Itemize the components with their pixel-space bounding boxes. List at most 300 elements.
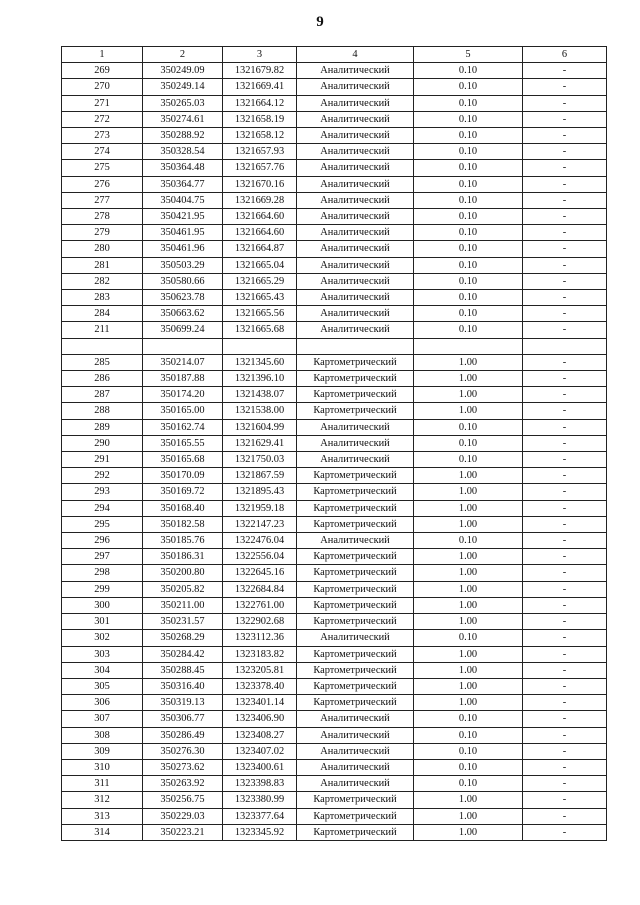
table-cell: Аналитический [297,209,414,225]
table-cell: - [523,144,607,160]
table-row [62,192,607,208]
table-cell: Аналитический [297,111,414,127]
table-cell: 301 [62,614,143,630]
table-cell: 1.00 [414,468,523,484]
table-cell: 295 [62,516,143,532]
table-cell: 1321959.18 [223,500,297,516]
table-cell: - [523,403,607,419]
table-cell: 0.10 [414,160,523,176]
table-cell: - [523,614,607,630]
table-row [62,241,607,257]
table-cell: Аналитический [297,743,414,759]
table-cell: Аналитический [297,727,414,743]
table-cell: Картометрический [297,500,414,516]
table-cell: 275 [62,160,143,176]
table-cell: 350699.24 [143,322,223,338]
table-cell: Аналитический [297,192,414,208]
table-cell: Картометрический [297,387,414,403]
table-cell: Картометрический [297,549,414,565]
table-cell: Картометрический [297,808,414,824]
table-cell: Аналитический [297,452,414,468]
table-cell: - [523,95,607,111]
table-cell: - [523,241,607,257]
table-cell: 306 [62,695,143,711]
table-cell: 0.10 [414,759,523,775]
table-cell: 290 [62,435,143,451]
table-row [62,695,607,711]
table-cell: 0.10 [414,257,523,273]
table-cell: 0.10 [414,95,523,111]
table-cell: 1.00 [414,387,523,403]
table-cell: Аналитический [297,225,414,241]
table-cell: - [523,808,607,824]
table-cell: 350231.57 [143,614,223,630]
table-cell: 1.00 [414,678,523,694]
table-cell [297,338,414,354]
table-cell: 307 [62,711,143,727]
table-cell: 350461.95 [143,225,223,241]
table-row [62,533,607,549]
column-header: 2 [143,47,223,63]
table-cell: Аналитический [297,435,414,451]
table-cell: 1.00 [414,354,523,370]
table-cell: Аналитический [297,257,414,273]
table-cell: 1323398.83 [223,776,297,792]
table-cell [62,338,143,354]
table-cell: - [523,371,607,387]
table-cell: 313 [62,808,143,824]
table-cell: 304 [62,662,143,678]
table-cell: 350187.88 [143,371,223,387]
table-cell: Картометрический [297,581,414,597]
table-cell: 0.10 [414,630,523,646]
table-cell: - [523,160,607,176]
table-cell: - [523,306,607,322]
table-cell: - [523,176,607,192]
table-row [62,759,607,775]
table-cell: 350421.95 [143,209,223,225]
table-cell: 281 [62,257,143,273]
table-cell: Аналитический [297,63,414,79]
table-cell: 350223.21 [143,824,223,840]
table-cell: 1.00 [414,581,523,597]
table-cell: 1323183.82 [223,646,297,662]
table-cell: 296 [62,533,143,549]
table-cell: 350170.09 [143,468,223,484]
table-cell: Аналитический [297,322,414,338]
table-row [62,614,607,630]
table-cell: 280 [62,241,143,257]
table-cell: - [523,549,607,565]
table-cell: 293 [62,484,143,500]
table-cell: - [523,419,607,435]
table-row [62,549,607,565]
table-cell: Картометрический [297,468,414,484]
table-cell: 1321345.60 [223,354,297,370]
table-cell: 0.10 [414,241,523,257]
table-row [62,273,607,289]
table-cell: 0.10 [414,776,523,792]
table-cell: 1321657.93 [223,144,297,160]
table-cell: 0.10 [414,727,523,743]
table-cell: Картометрический [297,824,414,840]
table-row [62,808,607,824]
table-cell: - [523,597,607,613]
table-cell: 1323380.99 [223,792,297,808]
table-cell: 1322556.04 [223,549,297,565]
table-cell: 350185.76 [143,533,223,549]
table-cell: - [523,273,607,289]
table-cell: 294 [62,500,143,516]
table-cell: Картометрический [297,646,414,662]
table-cell: 1.00 [414,614,523,630]
table-cell: 350229.03 [143,808,223,824]
table-cell: Картометрический [297,516,414,532]
table-body [62,63,607,841]
column-header: 1 [62,47,143,63]
table-cell: 350319.13 [143,695,223,711]
table-cell: Картометрический [297,678,414,694]
table-cell: - [523,743,607,759]
table-cell: 350580.66 [143,273,223,289]
table-row [62,597,607,613]
table-cell: 270 [62,79,143,95]
table-cell: - [523,468,607,484]
table-cell: 1321664.60 [223,209,297,225]
table-cell: Картометрический [297,484,414,500]
table-cell: 350165.68 [143,452,223,468]
table-cell: 286 [62,371,143,387]
table-cell: Аналитический [297,176,414,192]
table-cell: 300 [62,597,143,613]
table-cell [414,338,523,354]
column-header: 6 [523,47,607,63]
table-cell: 0.10 [414,322,523,338]
table-cell: 1322684.84 [223,581,297,597]
table-cell: 1321665.68 [223,322,297,338]
table-row [62,452,607,468]
table-cell: 0.10 [414,533,523,549]
table-row [62,630,607,646]
table-row [62,484,607,500]
table-cell: - [523,516,607,532]
table-cell: 310 [62,759,143,775]
table-cell: - [523,662,607,678]
table-cell: 350364.48 [143,160,223,176]
table-cell: 1.00 [414,662,523,678]
table-cell: - [523,500,607,516]
table-row [62,144,607,160]
table-cell: 285 [62,354,143,370]
table-cell [143,338,223,354]
table-cell: 1322645.16 [223,565,297,581]
table-cell: - [523,435,607,451]
table-cell: 1.00 [414,597,523,613]
table-cell: 350364.77 [143,176,223,192]
table-cell: 350249.09 [143,63,223,79]
table-cell: 1321658.12 [223,128,297,144]
table-cell: Аналитический [297,419,414,435]
table-row [62,403,607,419]
table-cell: 1.00 [414,808,523,824]
table-cell: 283 [62,290,143,306]
table-cell: Аналитический [297,273,414,289]
table-cell: 298 [62,565,143,581]
table-cell: 350249.14 [143,79,223,95]
table-cell: 350186.31 [143,549,223,565]
table-cell: - [523,824,607,840]
table-cell: 309 [62,743,143,759]
table-cell: Аналитический [297,241,414,257]
table-cell: 350288.45 [143,662,223,678]
table-cell: 0.10 [414,111,523,127]
table-cell: 1.00 [414,403,523,419]
table-cell: 308 [62,727,143,743]
table-cell: 350286.49 [143,727,223,743]
table-cell: 211 [62,322,143,338]
table-row [62,225,607,241]
table-cell: 303 [62,646,143,662]
table-cell: 1321665.56 [223,306,297,322]
table-cell: 1321664.12 [223,95,297,111]
table-cell: 1321657.76 [223,160,297,176]
table-cell: 350205.82 [143,581,223,597]
table-cell: Аналитический [297,533,414,549]
table-cell: - [523,257,607,273]
table-cell: 350306.77 [143,711,223,727]
table-cell: 1.00 [414,500,523,516]
table-cell: 278 [62,209,143,225]
table-row [62,111,607,127]
table-cell: 279 [62,225,143,241]
table-cell: 1.00 [414,484,523,500]
table-cell: 1321438.07 [223,387,297,403]
table-cell: 350503.29 [143,257,223,273]
table-cell: - [523,225,607,241]
table-cell: - [523,63,607,79]
table-row [62,371,607,387]
table-cell: 350663.62 [143,306,223,322]
table-cell: 277 [62,192,143,208]
table-row [62,338,607,354]
table-cell: Аналитический [297,95,414,111]
table-cell: 350263.92 [143,776,223,792]
table-cell: - [523,711,607,727]
table-cell: 350328.54 [143,144,223,160]
table-cell: 0.10 [414,144,523,160]
table-row [62,727,607,743]
table-cell: 350200.80 [143,565,223,581]
table-row [62,306,607,322]
table-cell: 0.10 [414,290,523,306]
table-cell: 0.10 [414,273,523,289]
table-cell: Картометрический [297,695,414,711]
table-row [62,776,607,792]
table-row [62,792,607,808]
table-cell: 1323406.90 [223,711,297,727]
table-cell: Аналитический [297,79,414,95]
table-cell: - [523,322,607,338]
table-cell: - [523,565,607,581]
table-cell: 1323408.27 [223,727,297,743]
table-cell: 311 [62,776,143,792]
table-cell: Аналитический [297,759,414,775]
column-header: 5 [414,47,523,63]
table-cell: 350174.20 [143,387,223,403]
table-row [62,176,607,192]
table-row [62,290,607,306]
table-cell: 1321658.19 [223,111,297,127]
table-cell: 1321396.10 [223,371,297,387]
table-row [62,565,607,581]
table-cell [523,338,607,354]
table-cell: - [523,290,607,306]
table-cell: - [523,776,607,792]
table-cell: Картометрический [297,371,414,387]
table-cell: - [523,727,607,743]
table-cell: 350274.61 [143,111,223,127]
table-cell: 292 [62,468,143,484]
table-cell: 1321867.59 [223,468,297,484]
table-cell: Аналитический [297,128,414,144]
table-cell: 0.10 [414,79,523,95]
table-cell: 350265.03 [143,95,223,111]
table-cell: 350461.96 [143,241,223,257]
table-cell: - [523,354,607,370]
table-cell: - [523,484,607,500]
table-row [62,646,607,662]
table-cell: 273 [62,128,143,144]
table-cell: 1322902.68 [223,614,297,630]
table-cell: 1.00 [414,695,523,711]
table-cell: 350404.75 [143,192,223,208]
table-row [62,322,607,338]
table-cell: 350162.74 [143,419,223,435]
table-cell: 1321895.43 [223,484,297,500]
table-cell: 350288.92 [143,128,223,144]
table-row [62,79,607,95]
table-cell: Картометрический [297,662,414,678]
table-cell: 350165.00 [143,403,223,419]
table-row [62,500,607,516]
table-row [62,678,607,694]
table-header-row [62,47,607,63]
table-cell: Картометрический [297,614,414,630]
column-header: 3 [223,47,297,63]
table-cell: 350623.78 [143,290,223,306]
table-cell: 0.10 [414,225,523,241]
table-cell: 1323400.61 [223,759,297,775]
table-cell: 0.10 [414,452,523,468]
table-cell: Аналитический [297,144,414,160]
table-row [62,257,607,273]
table-cell: 1323378.40 [223,678,297,694]
table-cell: 350256.75 [143,792,223,808]
table-cell: 350211.00 [143,597,223,613]
page-number: 9 [316,14,324,30]
table-cell: 350273.62 [143,759,223,775]
column-header: 4 [297,47,414,63]
table-cell: - [523,79,607,95]
table-cell: 1323345.92 [223,824,297,840]
table-cell: - [523,209,607,225]
table-cell: Аналитический [297,160,414,176]
table-cell: 1321665.04 [223,257,297,273]
table-cell: 289 [62,419,143,435]
table-cell: Аналитический [297,711,414,727]
table-cell: 1.00 [414,792,523,808]
table-cell: 1321538.00 [223,403,297,419]
table-cell: 1.00 [414,565,523,581]
table-cell: - [523,646,607,662]
table-cell: 1321604.99 [223,419,297,435]
table-row [62,662,607,678]
table-row [62,160,607,176]
table-cell: 1.00 [414,824,523,840]
table-cell: Аналитический [297,776,414,792]
table-cell: - [523,678,607,694]
table-cell: 1.00 [414,371,523,387]
table-cell: - [523,128,607,144]
table-cell: 0.10 [414,176,523,192]
table-cell: 276 [62,176,143,192]
table-cell: Аналитический [297,630,414,646]
table-cell: - [523,759,607,775]
table-row [62,95,607,111]
table-cell: 1321665.29 [223,273,297,289]
table-cell: Картометрический [297,565,414,581]
table-cell: 1323205.81 [223,662,297,678]
table-cell: 1321679.82 [223,63,297,79]
table-cell: 350268.29 [143,630,223,646]
table-cell: 350276.30 [143,743,223,759]
table-cell: 299 [62,581,143,597]
table-cell: 302 [62,630,143,646]
table-cell: 0.10 [414,63,523,79]
table-cell: 269 [62,63,143,79]
table-cell: 297 [62,549,143,565]
table-row [62,468,607,484]
table-cell: 0.10 [414,743,523,759]
table-cell: 1322476.04 [223,533,297,549]
table-cell: - [523,581,607,597]
table-cell: - [523,533,607,549]
table-cell: Картометрический [297,597,414,613]
table-cell: 284 [62,306,143,322]
table-cell: 288 [62,403,143,419]
table-row [62,711,607,727]
table-cell: - [523,695,607,711]
table-cell: 305 [62,678,143,694]
table-cell: 1321629.41 [223,435,297,451]
table-cell: - [523,387,607,403]
table-cell: 350168.40 [143,500,223,516]
table-cell: Аналитический [297,290,414,306]
table-row [62,419,607,435]
table-cell: 274 [62,144,143,160]
table-cell: 1322761.00 [223,597,297,613]
table-cell [223,338,297,354]
table-row [62,516,607,532]
table-cell: 1.00 [414,549,523,565]
table-cell: Картометрический [297,403,414,419]
table-cell: 312 [62,792,143,808]
table-cell: 1.00 [414,646,523,662]
table-row [62,354,607,370]
table-cell: 1322147.23 [223,516,297,532]
table-cell: 0.10 [414,128,523,144]
table-cell: 0.10 [414,419,523,435]
